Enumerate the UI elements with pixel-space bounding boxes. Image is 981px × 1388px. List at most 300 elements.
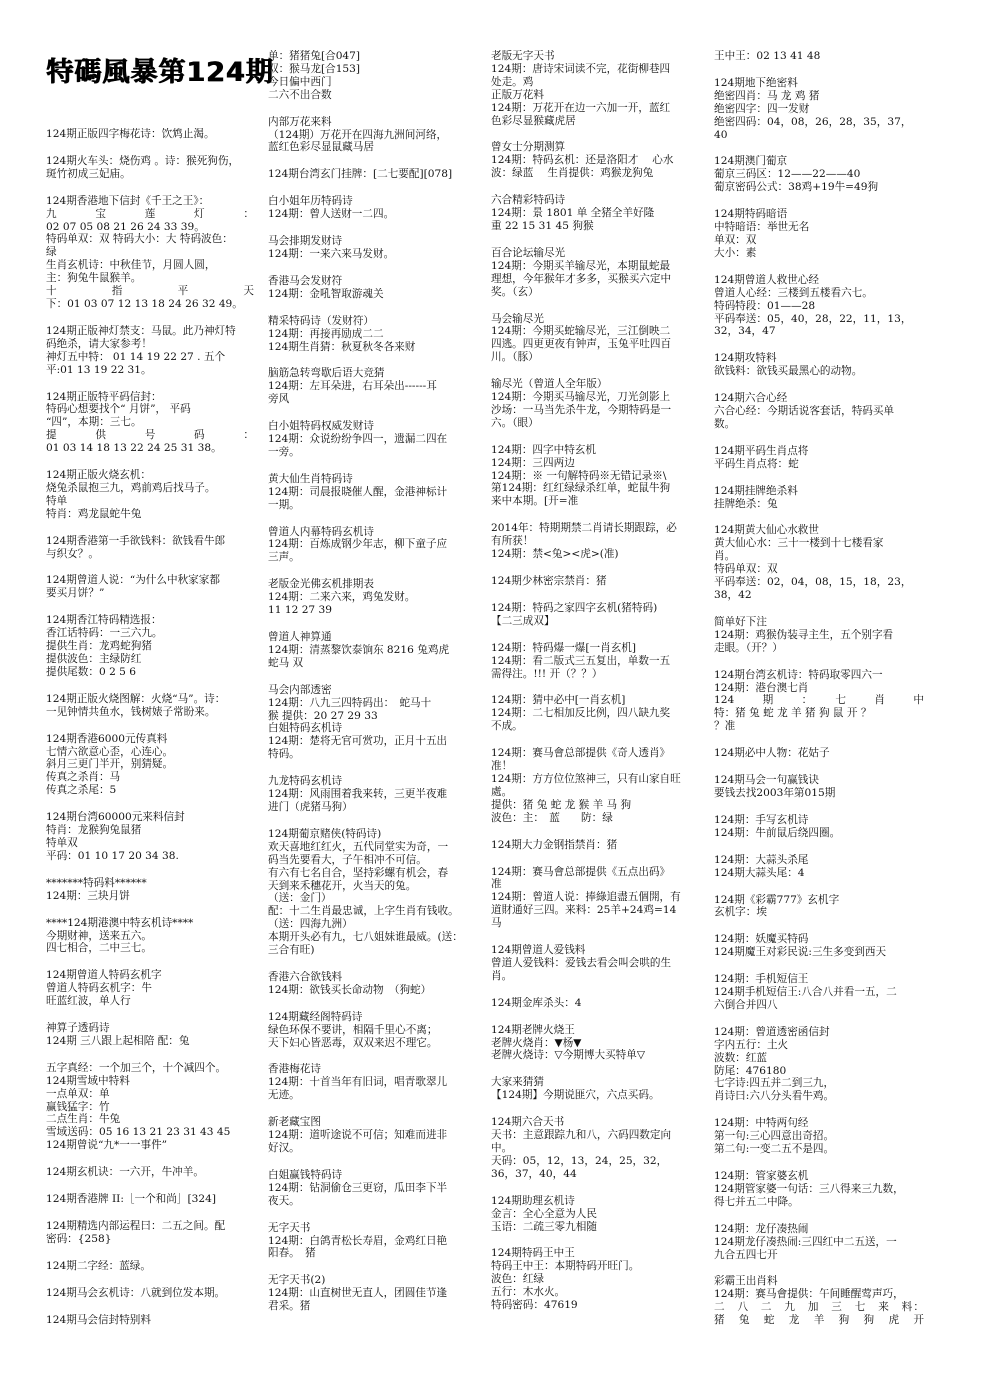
text-line: 四逃。四更更夜有钟声，玉兔平吐四百 bbox=[491, 338, 672, 351]
column-2 bbox=[268, 50, 480, 1327]
text-line: 124期：今期买羊输尽光，本期鼠蛇最 bbox=[491, 259, 671, 272]
text-line: 124期：十首当年有旧词，唱青歌翠儿 bbox=[268, 1076, 448, 1089]
text-line: 提 供 号 码 ： bbox=[46, 429, 254, 442]
text-line: 平码奉送：05，40，28，22，11，13， bbox=[714, 312, 912, 325]
text-line: 124期：特码玄机：还是洛阳才 心水 bbox=[491, 154, 674, 167]
text-line: 字内五行：土火 bbox=[714, 1038, 789, 1051]
text-line: 124期助理玄机诗 bbox=[491, 1194, 575, 1207]
text-line: 九 宝 莲 灯 ： bbox=[46, 207, 254, 220]
text-line: 大小：素 bbox=[714, 246, 757, 259]
text-line: 124期正版火烧图解：火烧“马”。诗： bbox=[46, 692, 226, 705]
text-line: 124期：曾人送财一二四。 bbox=[268, 208, 395, 221]
text-line: 金言：全心全意为人民 bbox=[491, 1207, 597, 1220]
text-block bbox=[268, 1274, 480, 1313]
text-line: 好汉。 bbox=[268, 1142, 300, 1154]
text-line: 码绝杀，请大家参考！ bbox=[46, 337, 152, 350]
text-line: 124期香港地下信封《千王之王》： bbox=[46, 194, 210, 207]
text-block bbox=[491, 747, 699, 824]
text-line: 124期：管家婆玄机 bbox=[714, 1170, 809, 1182]
text-block bbox=[46, 535, 254, 561]
text-line: 124期：二来六来，鸡兔发财。 bbox=[268, 591, 416, 604]
text-line: 绿色环保不要讲，相隔千里心不离； bbox=[268, 1023, 438, 1036]
text-block bbox=[268, 195, 480, 221]
text-block bbox=[714, 814, 924, 840]
text-line: 黄大仙生肖特码诗 bbox=[268, 472, 353, 485]
text-line: 斑竹初成三妃庙。 bbox=[46, 167, 131, 180]
text-block bbox=[46, 811, 254, 863]
text-line: 六。（眼） bbox=[491, 416, 539, 429]
text-line: 36，37，40，44 bbox=[491, 1167, 577, 1180]
text-block bbox=[491, 1116, 699, 1181]
text-line: 输尽光（曾道人全年版） bbox=[491, 378, 608, 391]
text-line: 2014年：特期期禁二肖请长期跟踪，必 bbox=[491, 522, 677, 535]
text-line: 波色：主： 蓝 防：绿 bbox=[491, 811, 613, 824]
text-line: 老牌火烧肖：▼杨▼ bbox=[491, 1036, 582, 1049]
text-line: 【124期】今期说匪穴，六点买码。 bbox=[491, 1089, 660, 1102]
text-line: 黄大仙心水：三十一楼到十七楼看家 bbox=[714, 537, 884, 550]
text-line: 11 12 27 39 bbox=[268, 604, 333, 617]
text-line: 124期六合心经 bbox=[714, 392, 788, 405]
text-block bbox=[491, 575, 699, 588]
text-block bbox=[268, 828, 480, 957]
text-line: 提供波色：主绿防红 bbox=[46, 653, 142, 665]
text-line: 香港梅花诗 bbox=[268, 1063, 321, 1076]
text-block bbox=[714, 774, 924, 800]
text-line: 第一句:三心四意出奇招。 bbox=[714, 1130, 835, 1143]
text-line: 124期：四字中特玄机 bbox=[491, 443, 596, 456]
text-block bbox=[491, 944, 699, 983]
text-block bbox=[46, 325, 254, 377]
text-line: 38，42 bbox=[714, 589, 752, 601]
text-line: 配：十二生肖最忠诚，上字生肖有钱收。 bbox=[268, 905, 459, 918]
text-block bbox=[268, 1169, 480, 1208]
text-line: 挂牌绝杀：兔 bbox=[714, 497, 778, 510]
text-line: 中特暗语：举世无名 bbox=[714, 221, 810, 234]
text-line: 124期：禁<兔><虎>(准) bbox=[491, 548, 619, 561]
text-line: 124期：今期买马输尽光，刀光剑影上 bbox=[491, 391, 671, 404]
text-line: 波数：红蓝 bbox=[714, 1051, 767, 1064]
text-line: 特码密码：47619 bbox=[491, 1299, 578, 1312]
text-line: 六合心经：今期话说客套话，特码买单 bbox=[714, 405, 895, 418]
text-block bbox=[714, 973, 924, 1012]
text-block bbox=[714, 77, 924, 142]
text-line: 124期精选内部运程曰：二五之间。配 bbox=[46, 1220, 226, 1232]
text-block bbox=[46, 391, 254, 456]
text-line: 沙场：一马当先杀牛龙，今期特码是一 bbox=[491, 403, 672, 416]
text-block bbox=[714, 485, 924, 511]
text-line: 玄机字：埃 bbox=[714, 906, 767, 919]
text-line: 马会内部透密 bbox=[268, 683, 332, 696]
text-line: 124期正版四字梅花诗：饮鸩止渴。 bbox=[46, 128, 215, 140]
text-line: 百合论坛输尽光 bbox=[491, 246, 566, 259]
column-1 bbox=[46, 128, 254, 1341]
text-line: 香江话特码：一三六九。 bbox=[46, 627, 163, 640]
text-line: 特单 bbox=[46, 494, 68, 507]
text-line: 124期：再接再励成二二 bbox=[268, 327, 384, 340]
text-line: 124期台湾玄机诗：特码取零四六一 bbox=[714, 668, 883, 681]
text-block bbox=[491, 1076, 699, 1102]
text-block bbox=[491, 866, 699, 931]
text-block bbox=[46, 1287, 254, 1300]
text-block bbox=[714, 50, 924, 63]
text-line: 君采。猪 bbox=[268, 1300, 311, 1313]
text-block bbox=[714, 155, 924, 194]
text-line: 01 03 14 18 13 22 24 25 31 38。 bbox=[46, 442, 222, 455]
text-line: 124 期 ： 七 肖 中 bbox=[714, 694, 924, 707]
text-line: 124期地下绝密料 bbox=[714, 76, 798, 89]
text-line: 124期生肖猜：秋夏秋冬各来财 bbox=[268, 340, 416, 353]
text-line: 124期手机短信王:八合八并看一五，二 bbox=[714, 986, 897, 999]
text-line: 香港六合欲钱料 bbox=[268, 970, 343, 983]
text-line: 一点单双：单 bbox=[46, 1087, 110, 1100]
text-line: 124期二字经：蓝绿。 bbox=[46, 1259, 151, 1272]
text-line: 十 指 平 天 bbox=[46, 285, 254, 298]
text-line: 處。 bbox=[491, 785, 513, 798]
text-block bbox=[714, 933, 924, 959]
text-line: 阳春。 猪 bbox=[268, 1247, 316, 1260]
text-line: 天码：05，12，13，24，25，32， bbox=[491, 1154, 668, 1167]
text-line: 124期特码王中王 bbox=[491, 1247, 575, 1260]
text-line: 平码：01 10 17 20 34 38. bbox=[46, 849, 179, 862]
text-line: 重 22 15 31 45 狗猴 bbox=[491, 219, 594, 232]
text-line: 三声。 bbox=[268, 551, 300, 564]
text-line: 七字诗:四五并二到三九， bbox=[714, 1077, 835, 1090]
text-line: 124期：赛马會总部提供《五点出码》 bbox=[491, 865, 671, 878]
text-line: 124期澳门葡京 bbox=[714, 155, 788, 168]
text-line: 九合五四七开 bbox=[714, 1248, 778, 1261]
text-line: 124期：清蒸黎饮泰饷东 8216 兔鸡虎 bbox=[268, 643, 450, 656]
text-line: 肖诗曰:六八分头看牛鸡。 bbox=[714, 1090, 835, 1103]
text-line: 天书：主意跟踪九和八，六码四数定向 bbox=[491, 1129, 672, 1142]
text-line: 124期：金吼智取游魂关 bbox=[268, 287, 384, 300]
text-line: 124期：左耳朵进，右耳朵出------耳 bbox=[268, 380, 437, 393]
text-line: 124期马会信封特别料 bbox=[46, 1313, 151, 1326]
text-line: 124期香港第一手欲钱料：欲钱看牛郎 bbox=[46, 534, 226, 547]
text-line: 密码：{258} bbox=[46, 1232, 112, 1245]
text-block bbox=[46, 1193, 254, 1206]
text-line: 准！ bbox=[491, 760, 513, 773]
text-block bbox=[491, 313, 699, 365]
text-line: 特码单双：双 特码大小：大 特码波色： bbox=[46, 233, 233, 246]
text-line: 中。 bbox=[491, 1142, 513, 1154]
text-line: 道財通好三四。来料：25羊+24鸡=14 bbox=[491, 904, 677, 917]
text-line: 六倒合并四八 bbox=[714, 998, 778, 1011]
text-line: 124期：特码之家四字玄机(猪特码) bbox=[491, 601, 658, 614]
text-block bbox=[491, 141, 699, 180]
text-block bbox=[491, 839, 699, 852]
text-block bbox=[46, 614, 254, 679]
text-line: 脑筋急转弯歇后语大竞猜 bbox=[268, 367, 385, 380]
text-line: 第二句:一变二五不是四。 bbox=[714, 1143, 835, 1156]
text-line: 02 07 05 08 21 26 24 33 39。 bbox=[46, 220, 205, 233]
text-line: 124期黄大仙心水救世 bbox=[714, 524, 819, 537]
text-line: 124期：赛马會提供：午间睡醒莺声巧， bbox=[714, 1288, 904, 1301]
text-line: 124期：※ 一句解特码※无错记录※\ bbox=[491, 469, 667, 482]
text-block bbox=[491, 247, 699, 299]
text-line: 白小姐年历特码诗 bbox=[268, 195, 353, 208]
text-line: 理想，今年猴年才多多，买猴买六定中 bbox=[491, 272, 672, 285]
text-line: 来中本期。[开=准 bbox=[491, 495, 579, 508]
text-line: 六合精彩特码诗 bbox=[491, 194, 566, 207]
text-line: 124期特码暗语 bbox=[714, 208, 788, 221]
text-block bbox=[46, 574, 254, 600]
text-line: 玉语：二疏三零九相随 bbox=[491, 1220, 597, 1233]
text-line: 124期正版特平码信封： bbox=[46, 390, 162, 403]
text-line: 有所获！ bbox=[491, 535, 534, 548]
text-block bbox=[714, 894, 924, 920]
text-line: 二 八 二 九 加 三 七 来 料： bbox=[714, 1301, 924, 1314]
text-block bbox=[268, 1222, 480, 1261]
text-line: （送：金门） bbox=[268, 892, 332, 905]
text-line: 124期马会一句赢钱诀 bbox=[714, 774, 819, 787]
text-block bbox=[714, 524, 924, 601]
text-line: 124期香港牌 II:［一个和尚］[324] bbox=[46, 1193, 216, 1206]
text-line: 124期：猜中必中[一肖玄机] bbox=[491, 694, 626, 707]
text-block bbox=[268, 473, 480, 512]
text-block bbox=[714, 392, 924, 431]
text-line: 彩霸王出肖料 bbox=[714, 1275, 778, 1288]
text-block bbox=[46, 1220, 254, 1246]
text-line: 124期金库杀头：4 bbox=[491, 996, 582, 1009]
text-line: 无迹。 bbox=[268, 1089, 300, 1102]
text-block bbox=[268, 168, 480, 181]
text-line: 得七并五二中降。 bbox=[714, 1195, 799, 1208]
text-line: 走眼。（开？） bbox=[714, 641, 783, 654]
text-line: 124期：一来六来马发财。 bbox=[268, 247, 395, 260]
text-line: 平码生肖点将：蛇 bbox=[714, 457, 799, 470]
text-line: 曾道人特码玄机字：牛 bbox=[46, 982, 152, 995]
text-line: 124期：手写玄机诗 bbox=[714, 813, 809, 826]
text-line: 124期台湾60000元来料信封 bbox=[46, 811, 185, 824]
text-line: 平:01 13 19 22 31。 bbox=[46, 363, 152, 376]
text-line: 马会排期发财诗 bbox=[268, 235, 343, 248]
text-line: 猪 兔 蛇 龙 羊 狗 狗 虎 开 bbox=[714, 1314, 924, 1327]
text-block bbox=[491, 602, 699, 628]
text-block bbox=[714, 1117, 924, 1156]
text-line: 124期：楚将无官可赏功，正月十五出 bbox=[268, 735, 448, 748]
text-line: 七情六欲意心歪，心连心。 bbox=[46, 745, 174, 758]
text-line: 124期：唐诗宋词读不完，花街柳巷四 bbox=[491, 62, 671, 75]
text-line: 124期：山直树世无直人，团圆佳节逢 bbox=[268, 1287, 448, 1300]
text-line: 124期香港6000元传真料 bbox=[46, 732, 168, 745]
text-line: 九龙特码玄机诗 bbox=[268, 775, 343, 788]
text-line: 124期：白鸽青松长寿眉，金鸡红日艳 bbox=[268, 1234, 448, 1247]
text-line: 天到来禾穗花开，火当天的兔。 bbox=[268, 879, 417, 892]
text-line: 神灯五中特： 01 14 19 22 27 . 五个 bbox=[46, 350, 226, 363]
text-line: 124期：道听途说不可信；知难而进非 bbox=[268, 1129, 448, 1142]
text-line: 特：猪 兔 蛇 龙 羊 猪 狗 鼠 开 ？ bbox=[714, 707, 872, 720]
text-line: 天下妇心皆恶毒，双双来迟不理它。 bbox=[268, 1036, 438, 1049]
text-line: 提供生肖：龙鸡蛇狗猪 bbox=[46, 640, 152, 653]
text-block bbox=[268, 315, 480, 354]
text-line: ****124期港澳中特玄机诗**** bbox=[46, 916, 194, 929]
text-block bbox=[714, 669, 924, 734]
text-line: 单双：双 bbox=[714, 233, 757, 246]
text-block bbox=[46, 693, 254, 719]
text-line: 白小姐特码权威发财诗 bbox=[268, 420, 374, 433]
text-block bbox=[714, 1170, 924, 1209]
text-line: 老版金光佛玄机排期表 bbox=[268, 578, 374, 591]
text-block bbox=[268, 367, 480, 406]
text-line: 124期：看二版式三五复出，单数一五 bbox=[491, 654, 671, 667]
text-block bbox=[268, 235, 480, 261]
text-line: 雪域送码：05 16 13 21 23 31 43 45 bbox=[46, 1126, 231, 1139]
text-line: 烧兔杀鼠抱三九，鸡前鸡后找马子。 bbox=[46, 481, 216, 494]
text-line: 曾道人爱钱料：爱钱去看会叫会哄的生 bbox=[491, 956, 672, 969]
text-line: 124期：港台澳七肖 bbox=[714, 681, 809, 694]
text-block bbox=[491, 50, 699, 127]
text-line: 神算子透码诗 bbox=[46, 1022, 110, 1035]
text-block bbox=[268, 116, 480, 155]
text-line: “四”，本期：三七。 bbox=[46, 416, 142, 429]
text-block bbox=[46, 1166, 254, 1179]
text-line: 124期魔王对彩民说:三生多变到西天 bbox=[714, 946, 887, 959]
text-block bbox=[46, 195, 254, 311]
page-title: 特碼風暴第124期 bbox=[46, 57, 274, 88]
text-block bbox=[714, 1026, 924, 1103]
text-line: 赢钱猛字：竹 bbox=[46, 1100, 110, 1113]
text-line: 124期：欲钱买长命动物 （狗蛇） bbox=[268, 983, 432, 996]
text-line: *******特码料****** bbox=[46, 876, 147, 889]
text-line: 特码单双：双 bbox=[714, 563, 778, 576]
text-block bbox=[46, 969, 254, 1008]
text-line: 曾女士分期测算 bbox=[491, 141, 566, 154]
text-line: 124期老牌火烧王 bbox=[491, 1023, 575, 1036]
text-line: 124期 三八跟上起相陪 配：兔 bbox=[46, 1034, 190, 1047]
text-line: 不成。 bbox=[491, 720, 523, 733]
text-line: （124期）万花开在四海九洲间河络， bbox=[268, 128, 448, 141]
text-line: 124期：钻洞偷仓三更窃，瓜田李下半 bbox=[268, 1181, 448, 1194]
text-block bbox=[491, 194, 699, 233]
text-line: 124期：曾道人说：捧綠追盡五個開，有 bbox=[491, 891, 681, 904]
text-line: 124期葡京赌侠(特码诗) bbox=[268, 827, 382, 840]
text-block bbox=[491, 1195, 699, 1234]
text-block bbox=[714, 274, 924, 339]
text-block bbox=[714, 1275, 924, 1327]
text-line: 旺蓝红波，单人行 bbox=[46, 995, 131, 1008]
text-line: 无字天书 bbox=[268, 1221, 311, 1234]
text-line: 肖。 bbox=[491, 969, 513, 982]
text-line: 124期香江特码精选报： bbox=[46, 614, 162, 627]
text-line: 白姐赢钱特码诗 bbox=[268, 1168, 343, 1181]
text-line: 特码心想要找个“ 月饼”， 平码 bbox=[46, 403, 191, 416]
text-line: 124期平码生肖点将 bbox=[714, 444, 809, 457]
text-line: 124期六合天书 bbox=[491, 1116, 565, 1129]
text-line: 曾道人内幕特码玄机诗 bbox=[268, 525, 374, 538]
text-block bbox=[714, 747, 924, 760]
text-line: 葡京三码区：12——22——40 bbox=[714, 168, 861, 181]
text-block bbox=[268, 775, 480, 814]
text-line: 124期正版火烧玄机： bbox=[46, 469, 151, 482]
text-line: 124期《彩霸777》玄机字 bbox=[714, 893, 840, 906]
text-line: 124期曾道人爱钱料 bbox=[491, 944, 586, 957]
text-line: 124期：中特两句经 bbox=[714, 1117, 809, 1130]
text-line: 今期财神，送来五六。 bbox=[46, 929, 152, 942]
text-line: 一旁。 bbox=[268, 445, 300, 458]
text-line: 需得注。!!! 开（？？） bbox=[491, 667, 603, 680]
text-line: 本期开头必有九，七八姐妹谁最威。(送： bbox=[268, 931, 463, 944]
text-line: 绿 bbox=[46, 246, 57, 259]
text-line: 平码奉送：02，04，08，15，18，23， bbox=[714, 576, 912, 589]
text-line: 124期：司晨报晓催人醒，金港神标计 bbox=[268, 485, 448, 498]
text-line: 双：猴马龙[合153] bbox=[268, 62, 361, 75]
text-line: 绝密四肖：马 龙 鸡 猪 bbox=[714, 89, 820, 102]
text-line: 124期管家婆一句话：三八得来三九数， bbox=[714, 1182, 904, 1195]
text-block bbox=[491, 642, 699, 681]
text-line: 准 bbox=[491, 878, 502, 891]
text-line: 124期：二七相加反比例，四八缺九奖 bbox=[491, 707, 671, 720]
text-line: ？准 bbox=[714, 720, 736, 733]
text-block bbox=[268, 971, 480, 997]
text-line: 一期。 bbox=[268, 498, 300, 511]
text-line: 绝密四字：四一发财 bbox=[714, 102, 810, 115]
text-line: 要钱去找2003年第015期 bbox=[714, 786, 836, 799]
text-block bbox=[268, 578, 480, 617]
text-line: 124期：众说纷纷争四一，遗漏二四在 bbox=[268, 433, 448, 446]
text-line: 曾道人心经：三楼到五楼看六七。 bbox=[714, 286, 873, 299]
text-line: 新老藏宝图 bbox=[268, 1116, 321, 1129]
text-line: 特码特段：01——28 bbox=[714, 299, 816, 312]
text-line: 124期大蒜头尾：4 bbox=[714, 866, 805, 879]
text-block bbox=[714, 352, 924, 378]
text-line: 猴 提供：20 27 29 33 bbox=[268, 709, 378, 722]
text-line: 夜天。 bbox=[268, 1194, 300, 1207]
text-line: 32，34，47 bbox=[714, 325, 776, 338]
text-line: 一见钟情共鱼水，钱树婊子常盼来。 bbox=[46, 705, 216, 718]
text-line: 124期：鸡猴伪装寻主生，五个别字看 bbox=[714, 628, 894, 641]
text-block bbox=[268, 1011, 480, 1050]
text-line: 要买月饼？” bbox=[46, 587, 105, 600]
text-block bbox=[46, 1062, 254, 1152]
text-line: 124期曾说“九*一一事件” bbox=[46, 1139, 168, 1152]
text-block bbox=[714, 616, 924, 655]
text-line: 124期：三块月饼 bbox=[46, 889, 130, 902]
text-block bbox=[491, 1024, 699, 1063]
text-line: 【二三成双】 bbox=[491, 614, 555, 627]
text-block bbox=[714, 208, 924, 260]
text-block bbox=[268, 275, 480, 301]
text-line: 下：01 03 07 12 13 18 24 26 32 49。 bbox=[46, 297, 243, 310]
text-line: 蛇马 双 bbox=[268, 656, 304, 669]
text-line: 旁风 bbox=[268, 393, 290, 406]
text-line: 三合有旺) bbox=[268, 944, 315, 957]
text-line: （送：四海九洲） bbox=[268, 918, 353, 931]
text-block bbox=[268, 420, 480, 459]
text-block bbox=[714, 854, 924, 880]
text-line: 欢天喜地红红火，五代同堂实为奇，一 bbox=[268, 840, 449, 853]
column-3 bbox=[491, 50, 699, 1326]
text-line: 124期：景 1801 单 全猪全羊好隆 bbox=[491, 207, 655, 220]
text-line: 马 bbox=[491, 917, 502, 930]
column-4 bbox=[714, 50, 924, 1341]
text-block bbox=[268, 526, 480, 565]
text-line: 124期攻特料 bbox=[714, 352, 777, 365]
text-line: 色彩尽显猴藏虎居 bbox=[491, 114, 576, 127]
text-line: 曾道人神算通 bbox=[268, 631, 332, 643]
text-block bbox=[268, 631, 480, 670]
text-line: 124期火车头：烧伤鸡 。诗：猴死狗伤， bbox=[46, 154, 240, 167]
text-line: 与织女？。 bbox=[46, 547, 99, 560]
text-line: 肖。 bbox=[714, 550, 736, 563]
text-block bbox=[491, 522, 699, 561]
text-line: 码当先要看大，子午相冲不可信。 bbox=[268, 853, 427, 866]
text-block bbox=[46, 469, 254, 521]
text-line: 124期曾道人特码玄机字 bbox=[46, 969, 162, 982]
text-line: 124期：万花开在边一六加一开，蓝红 bbox=[491, 101, 671, 114]
text-line: 奖。（玄） bbox=[491, 285, 539, 298]
text-line: 蓝红色彩尽显鼠藏马居 bbox=[268, 141, 374, 154]
text-line: 无字天书(2) bbox=[268, 1274, 326, 1287]
